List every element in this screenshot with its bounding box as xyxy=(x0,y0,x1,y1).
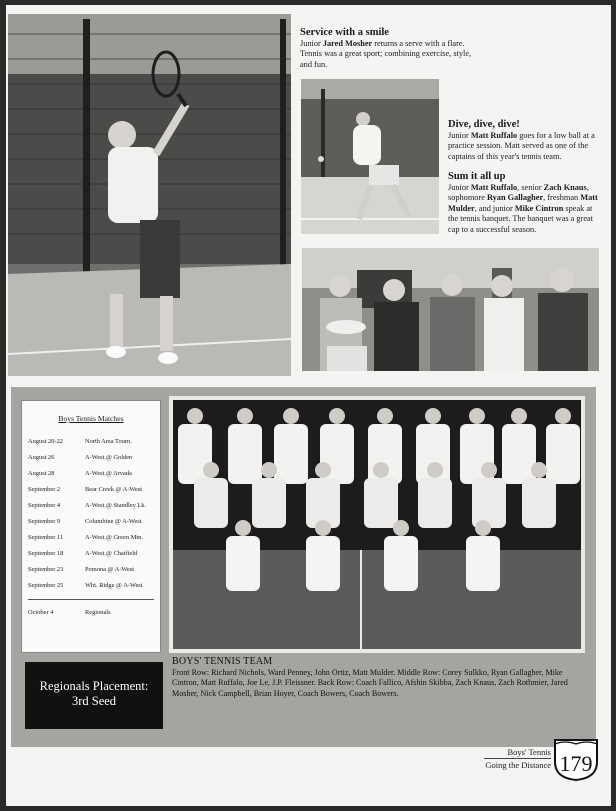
serve-photo xyxy=(8,14,291,376)
team-names: Front Row: Richard Nichols, Ward Penney, John Ortiz, Matt Mulder. Middle Row: Corey Sulkko, Ryan Gallagher, Mike Cintron, Matt Ruffalo, Joe Le, J.P. Fleissner. Back Row: Coach Fallico, Afshin Skibba, Zach Knaus, Zach Rothmier, Jared Mosher, Nick Campbell, Brian Hoyer, Coach Bowers, Coach Bowers. xyxy=(172,667,568,698)
schedule-date: October 4 xyxy=(28,608,54,616)
schedule-row xyxy=(28,449,154,465)
schedule-event: Wht. Ridge @ A-West xyxy=(85,582,143,590)
caption-serve-title: Service with a smile xyxy=(300,27,389,38)
caption-dive-title: Dive, dive, dive! xyxy=(448,119,520,130)
schedule-date: August 28 xyxy=(28,469,55,477)
schedule-row xyxy=(28,546,154,562)
schedule-rows xyxy=(28,433,154,594)
schedule-date: September 23 xyxy=(28,566,64,574)
yearbook-page xyxy=(6,5,611,806)
schedule-date: September 4 xyxy=(28,501,61,509)
placement-line1: Regionals Placement: xyxy=(39,679,149,693)
page-footer xyxy=(484,747,551,770)
schedule-date: September 18 xyxy=(28,550,64,558)
team-photo-frame xyxy=(169,396,585,653)
schedule-event: Regionals xyxy=(85,608,111,616)
schedule-date: August 26 xyxy=(28,453,55,461)
footer-section: Boys' Tennis xyxy=(507,747,551,757)
schedule-event: Bear Creek @ A-West xyxy=(85,485,143,493)
schedule-row xyxy=(28,465,154,481)
team-caption xyxy=(172,657,582,699)
team-heading: BOYS' TENNIS TEAM xyxy=(172,656,273,667)
team-photo xyxy=(173,400,581,649)
schedule-row xyxy=(28,481,154,497)
schedule-event: A-West @ Chatfield xyxy=(85,550,138,558)
schedule-row xyxy=(28,578,154,594)
dive-photo xyxy=(301,79,439,234)
schedule-row xyxy=(28,497,154,513)
schedule-event: North Area Tourn. xyxy=(85,437,132,445)
schedule-date: August 20-22 xyxy=(28,437,63,445)
footer-theme: Going the Distance xyxy=(485,760,551,770)
caption-sum-title: Sum it all up xyxy=(448,171,506,182)
schedule-date: September 2 xyxy=(28,485,61,493)
schedule-row-final xyxy=(28,599,154,621)
schedule-row xyxy=(28,562,154,578)
regionals-placement-box xyxy=(25,662,163,729)
schedule-date: September 9 xyxy=(28,518,61,526)
schedule-date: September 11 xyxy=(28,534,64,542)
page-number: 179 xyxy=(559,751,593,776)
schedule-event: A-West @ Green Mtn. xyxy=(85,534,143,542)
schedule-event: Pomona @ A-West xyxy=(85,566,135,574)
placement-line2: 3rd Seed xyxy=(71,694,117,708)
schedule-row xyxy=(28,530,154,546)
schedule-date: September 25 xyxy=(28,582,64,590)
page-number-badge xyxy=(551,738,601,782)
caption-serve: Service with a smile Junior Jared Mosher returns a serve with a flare. Tennis was a great sport; combining exercise, style, and fun. xyxy=(300,26,478,70)
schedule-title: Boys Tennis Matches xyxy=(58,414,124,423)
schedule-event: A-West @ Standley Lk. xyxy=(85,501,147,509)
schedule-event: A-West @ Golden xyxy=(85,453,133,461)
banquet-photo xyxy=(302,248,599,371)
caption-sum: Sum it all up Junior Matt Ruffalo, senior Zach Knaus, sophomore Ryan Gallagher, freshman Matt Mulder, and junior Mike Cintron speak at the tennis banquet. The banquet was a great cap to a successful season. xyxy=(448,170,603,235)
schedule-row xyxy=(28,433,154,449)
match-schedule xyxy=(21,400,161,653)
schedule-event: A-West @ Arvada xyxy=(85,469,132,477)
caption-dive: Dive, dive, dive! Junior Matt Ruffalo goes for a low ball at a practice session. Matt served as one of the captains of this year's tennis team. xyxy=(448,118,603,162)
schedule-row xyxy=(28,513,154,529)
schedule-event: Columbine @ A-West xyxy=(85,518,142,526)
